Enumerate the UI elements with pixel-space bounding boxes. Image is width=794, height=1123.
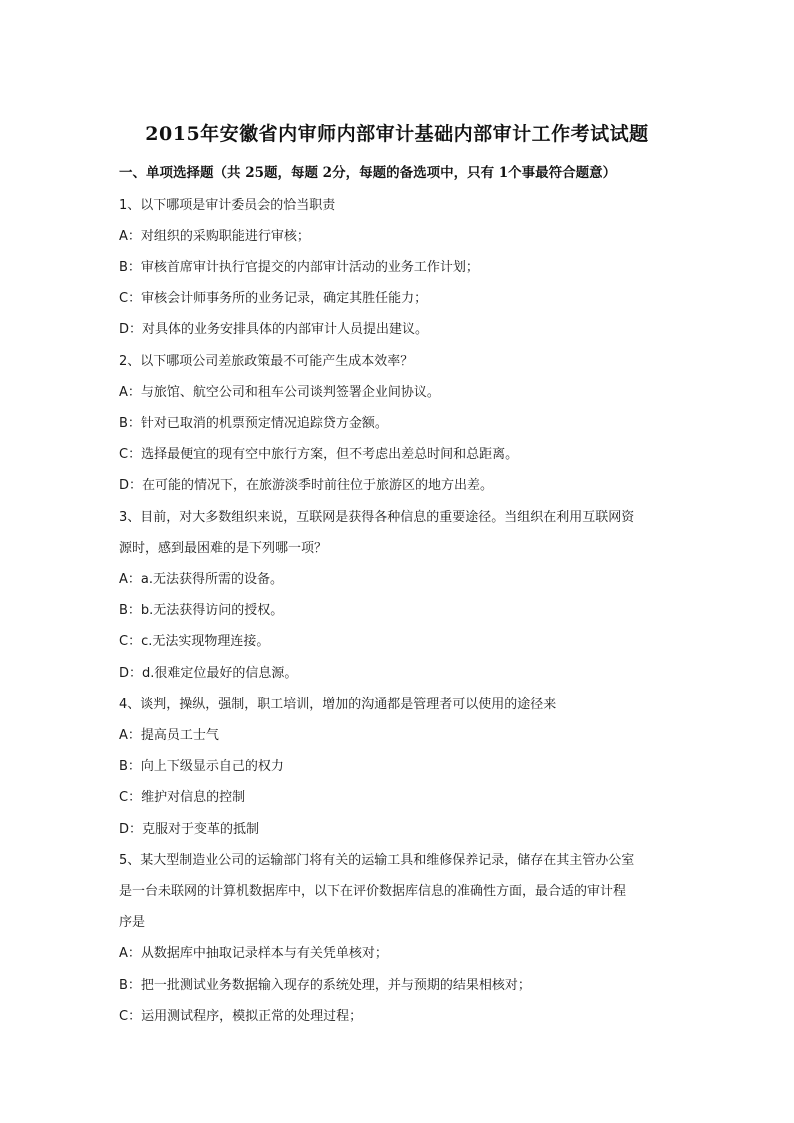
question-1-option-d: D：对具体的业务安排具体的内部审计人员提出建议。 [119, 322, 429, 337]
question-5-stem-line-1: 5、某大型制造业公司的运输部门将有关的运输工具和维修保养记录，储存在其主管办公室 [119, 853, 635, 868]
question-1-option-b: B：审核首席审计执行官提交的内部审计活动的业务工作计划； [119, 260, 479, 275]
question-2-option-b: B：针对已取消的机票预定情况追踪贷方金额。 [119, 416, 388, 431]
question-3-stem-line-1: 3、目前，对大多数组织来说，互联网是获得各种信息的重要途径。当组织在利用互联网资 [119, 510, 635, 525]
question-5-stem-line-3: 序是 [119, 915, 146, 930]
question-5-stem-line-2: 是一台未联网的计算机数据库中，以下在评价数据库信息的准确性方面，最合适的审计程 [119, 884, 627, 899]
question-1-option-a: A：对组织的采购职能进行审核； [119, 229, 310, 244]
question-4-option-a: A：提高员工士气 [119, 728, 219, 743]
question-1-option-c: C：审核会计师事务所的业务记录，确定其胜任能力； [119, 291, 428, 306]
section-heading: 一、单项选择题（共 25题，每题 2分，每题的备选项中，只有 1个事最符合题意） [119, 165, 617, 181]
question-4-option-c: C：维护对信息的控制 [119, 790, 246, 805]
question-3-option-a: A：a.无法获得所需的设备。 [119, 572, 283, 587]
page-title: 2015年安徽省内审师内部审计基础内部审计工作考试试题 [145, 123, 649, 145]
question-3-option-d: D：d.很难定位最好的信息源。 [119, 666, 298, 681]
question-4-option-d: D：克服对于变革的抵制 [119, 822, 260, 837]
question-5-option-c: C：运用测试程序，模拟正常的处理过程； [119, 1009, 363, 1024]
question-4-stem: 4、谈判，操纵，强制，职工培训，增加的沟通都是管理者可以使用的途径来 [119, 697, 557, 712]
question-4-option-b: B：向上下级显示自己的权力 [119, 759, 284, 774]
question-2-option-c: C：选择最便宜的现有空中旅行方案，但不考虑出差总时间和总距离。 [119, 447, 519, 462]
question-2-stem: 2、以下哪项公司差旅政策最不可能产生成本效率？ [119, 354, 414, 369]
question-3-option-c: C：c.无法实现物理连接。 [119, 634, 270, 649]
question-3-option-b: B：b.无法获得访问的授权。 [119, 603, 284, 618]
question-5-option-a: A：从数据库中抽取记录样本与有关凭单核对； [119, 946, 388, 961]
question-5-option-b: B：把一批测试业务数据输入现存的系统处理，并与预期的结果相核对； [119, 978, 531, 993]
question-2-option-d: D：在可能的情况下，在旅游淡季时前往位于旅游区的地方出差。 [119, 478, 494, 493]
question-2-option-a: A：与旅馆、航空公司和租车公司谈判签署企业间协议。 [119, 385, 440, 400]
question-3-stem-line-2: 源时，感到最困难的是下列哪一项？ [119, 541, 328, 556]
question-1-stem: 1、以下哪项是审计委员会的恰当职责 [119, 198, 336, 213]
